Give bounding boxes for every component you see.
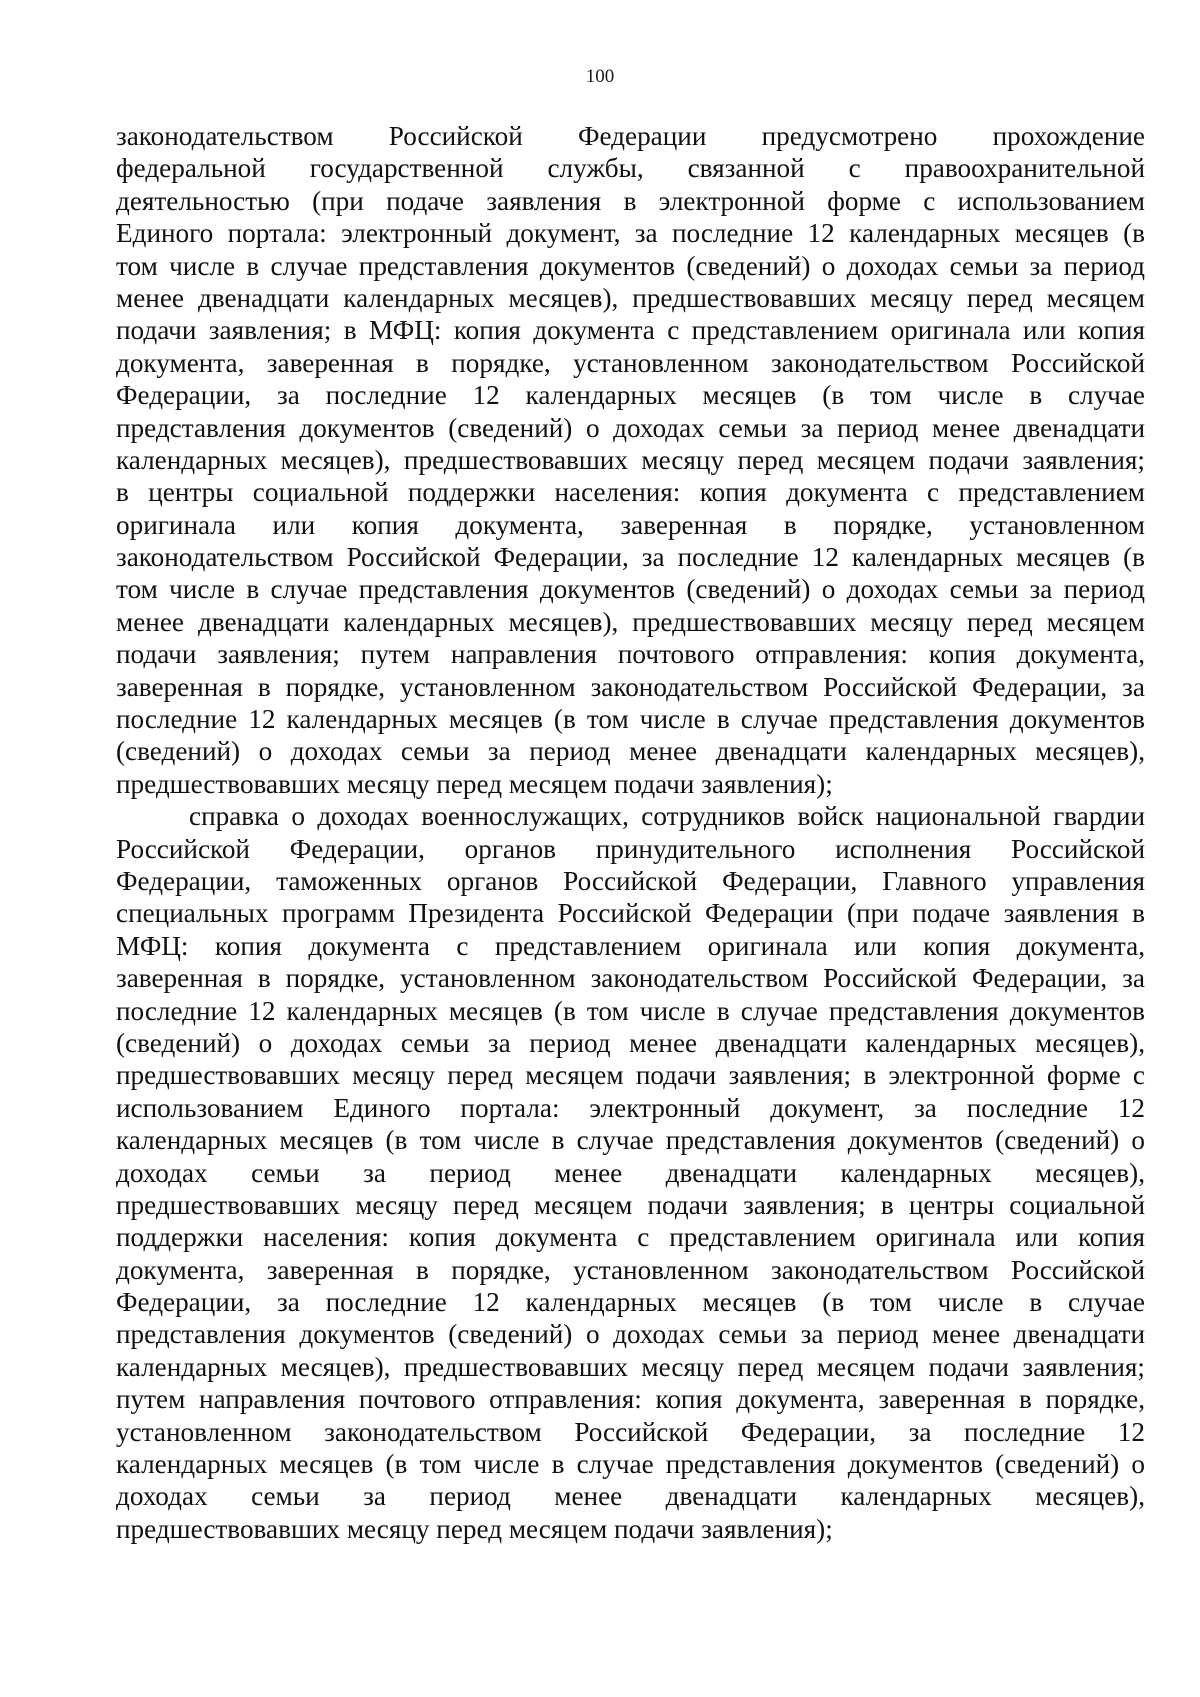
text-line: МФЦ: копия документа с представлением оригинала или копия документа, <box>116 930 1145 961</box>
text-line: том числе в случае представления документов (сведений) о доходах семьи за период <box>116 574 1145 605</box>
text-line: последние 12 календарных месяцев (в том числе в случае представления документов <box>116 704 1145 735</box>
text-line: специальных программ Президента Российской Федерации (при подаче заявления в <box>116 898 1145 929</box>
text-line: документа, заверенная в порядке, установленном законодательством Российской <box>116 347 1145 378</box>
text-line: предшествовавших месяцу перед месяцем подачи заявления); <box>116 1513 833 1544</box>
text-line: заверенная в порядке, установленном законодательством Российской Федерации, за <box>116 963 1145 994</box>
text-line: деятельностью (при подаче заявления в электронной форме с использованием <box>116 185 1145 216</box>
text-line: законодательством Российской Федерации предусмотрено прохождение <box>116 121 1145 151</box>
page-number: 100 <box>585 66 615 87</box>
text-line: доходах семьи за период менее двенадцати календарных месяцев), <box>116 1481 1145 1512</box>
text-line: документа, заверенная в порядке, установленном законодательством Российской <box>116 1254 1145 1285</box>
text-line: менее двенадцати календарных месяцев), предшествовавших месяцу перед месяцем <box>116 282 1145 313</box>
text-line: предшествовавших месяцу перед месяцем подачи заявления; в центры социальной <box>116 1189 1145 1220</box>
text-line: подачи заявления; в МФЦ: копия документа с представлением оригинала или копия <box>116 315 1145 346</box>
text-line: установленном законодательством Российской Федерации, за последние 12 <box>116 1416 1145 1447</box>
text-line: использованием Единого портала: электронный документ, за последние 12 <box>116 1092 1145 1123</box>
text-line: Федерации, за последние 12 календарных месяцев (в том числе в случае <box>116 1287 1145 1318</box>
text-line: предшествовавших месяцу перед месяцем подачи заявления); <box>116 768 833 799</box>
text-line: Российской Федерации, органов принудительного исполнения Российской <box>116 833 1145 864</box>
text-line: менее двенадцати календарных месяцев), предшествовавших месяцу перед месяцем <box>116 606 1145 637</box>
text-line: доходах семьи за период менее двенадцати календарных месяцев), <box>116 1157 1145 1188</box>
text-line: подачи заявления; путем направления почтового отправления: копия документа, <box>116 639 1145 670</box>
text-line: Федерации, таможенных органов Российской Федерации, Главного управления <box>116 865 1145 896</box>
text-line: Федерации, за последние 12 календарных месяцев (в том числе в случае <box>116 380 1145 411</box>
text-line: оригинала или копия документа, заверенная в порядке, установленном <box>116 509 1145 540</box>
text-line: календарных месяцев), предшествовавших месяцу перед месяцем подачи заявления; <box>116 1351 1145 1382</box>
text-line: (сведений) о доходах семьи за период менее двенадцати календарных месяцев), <box>116 736 1145 767</box>
text-line: последние 12 календарных месяцев (в том числе в случае представления документов <box>116 995 1145 1026</box>
text-line: представления документов (сведений) о доходах семьи за период менее двенадцати <box>116 1319 1145 1350</box>
text-line: предшествовавших месяцу перед месяцем подачи заявления; в электронной форме с <box>116 1060 1145 1091</box>
text-line: в центры социальной поддержки населения: копия документа с представлением <box>116 477 1145 508</box>
text-line: (сведений) о доходах семьи за период менее двенадцати календарных месяцев), <box>116 1027 1145 1058</box>
text-line: поддержки населения: копия документа с представлением оригинала или копия <box>116 1222 1145 1253</box>
text-line: законодательством Российской Федерации, за последние 12 календарных месяцев (в <box>116 542 1145 573</box>
document-body <box>116 120 1145 1545</box>
text-line: заверенная в порядке, установленном законодательством Российской Федерации, за <box>116 671 1145 702</box>
text-line: справка о доходах военнослужащих, сотрудников войск национальной гвардии <box>189 801 1145 832</box>
text-line: календарных месяцев), предшествовавших месяцу перед месяцем подачи заявления; <box>116 444 1145 475</box>
text-line: календарных месяцев (в том числе в случае представления документов (сведений) о <box>116 1125 1145 1156</box>
text-line: календарных месяцев (в том числе в случае представления документов (сведений) о <box>116 1449 1145 1480</box>
text-line: путем направления почтового отправления: копия документа, заверенная в порядке, <box>116 1384 1145 1415</box>
text-line: том числе в случае представления документов (сведений) о доходах семьи за период <box>116 250 1145 281</box>
text-line: Единого портала: электронный документ, за последние 12 календарных месяцев (в <box>116 218 1145 249</box>
text-line: федеральной государственной службы, связанной с правоохранительной <box>116 153 1145 184</box>
text-line: представления документов (сведений) о доходах семьи за период менее двенадцати <box>116 412 1145 443</box>
